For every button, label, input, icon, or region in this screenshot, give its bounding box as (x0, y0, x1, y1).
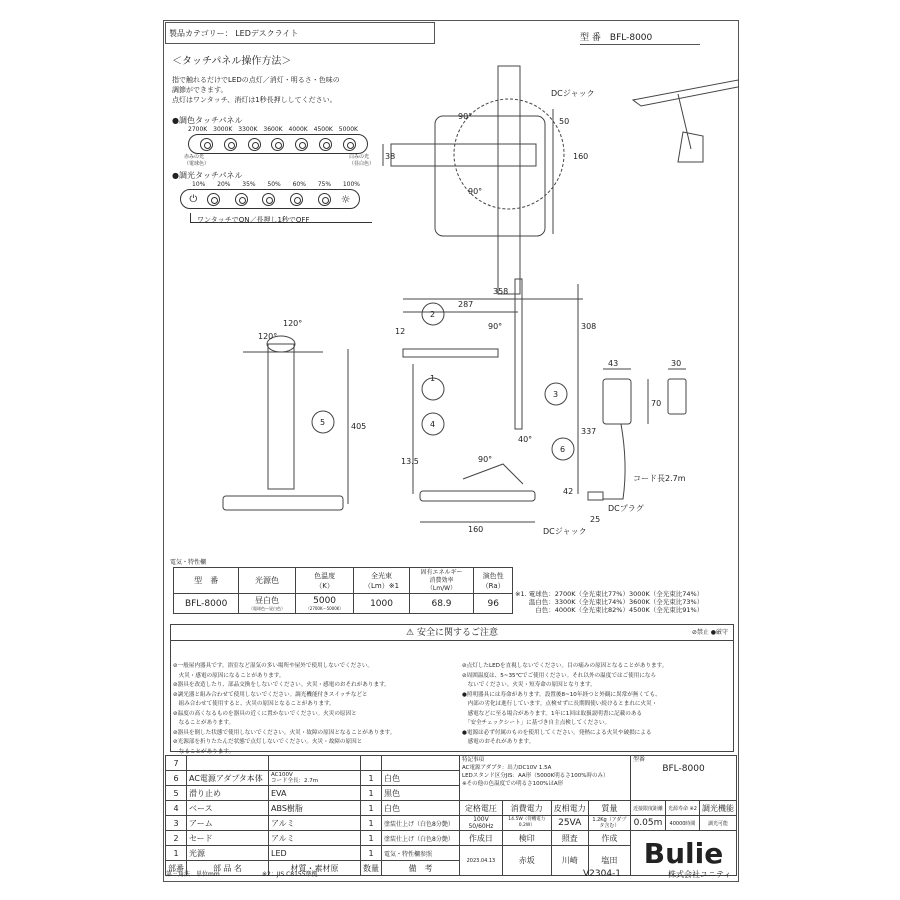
part-no: 4 (166, 801, 187, 816)
dim-label: 35% (242, 181, 256, 188)
parts-header: 部 品 名 (187, 861, 269, 876)
part-material (269, 771, 361, 786)
adapter-front (668, 379, 686, 414)
part-name: 滑り止め (187, 786, 269, 801)
sign-header: 作成 (588, 831, 630, 846)
spec-temp: 5000 (313, 595, 337, 606)
spec-header: 型 番 (174, 568, 239, 594)
part-note: 塗装仕上げ（白色8分艶） (382, 816, 460, 831)
dim-label: 60% (292, 181, 306, 188)
dim-308: 308 (581, 322, 597, 331)
safety-item: 組み合わせて使用すると、火災の原因となることがあります。 (173, 701, 335, 707)
part-qty: 1 (361, 771, 382, 786)
top-view-shade (391, 144, 536, 166)
safety-item: ⊘一般屋内器具です。浴室など湿気の多い場所や屋外で使用しないでください。 (173, 663, 374, 669)
temp-label: 4500K (313, 126, 333, 133)
spec-efficiency: 68.9 (409, 594, 474, 614)
part-qty: 1 (361, 846, 382, 861)
safety-item: ●電源は必ず付属のものを使用してください。発熱による火災や破損による (461, 729, 652, 736)
cord-length: コード長2.7m (633, 474, 686, 483)
part-no: 5 (166, 786, 187, 801)
safety-item: なることがあります。 (173, 720, 235, 726)
parts-header: 備 考 (382, 861, 460, 876)
safety-legend: ⊘禁止 ●厳守 (691, 629, 728, 636)
safety-item: ⊘光源部を折りたたんだ状態で点灯しないでください。火災・故障の原因と (173, 739, 363, 745)
part-note: 塗装仕上げ（白色8分艶） (382, 831, 460, 846)
part-name: ベース (187, 801, 269, 816)
safety-item: なることがあります。 (173, 748, 235, 755)
dim-160-top: 160 (573, 152, 589, 161)
model-title: 型番 (632, 756, 645, 763)
sign-header: 検印 (502, 831, 551, 846)
warm-label: 赤みの光 (184, 154, 205, 160)
dim-43: 43 (608, 359, 619, 368)
safety-item: 感電などに至る場合があります。1年に1回は取扱説明書に記載のある (461, 710, 643, 717)
safety-item: 感電のおそれがあります。 (461, 739, 535, 745)
dim-42: 42 (563, 487, 574, 496)
projection-note: 第三角法 単位mm (166, 871, 220, 878)
color-panel-title: ●調色タッチパネル (172, 116, 243, 125)
angle-90-side-1: 90° (488, 322, 503, 331)
dim-405: 405 (351, 422, 367, 431)
part-qty: 1 (361, 801, 382, 816)
callout-6: 6 (560, 445, 566, 454)
spec-header: 固有エネルギー 消費効率 （Lm/W） (409, 568, 474, 594)
spec-note: 白色：4000K（全光束比82%）4500K（全光束比91%） (535, 606, 704, 614)
material-sub: コード全長：2.7m (271, 778, 319, 784)
part-note: 白色 (382, 801, 460, 816)
brand-logo: Bulie (630, 831, 736, 876)
angle-120-1: 120° (283, 319, 303, 328)
part-qty: 1 (361, 831, 382, 846)
part-note: 電気・特性欄参照 (382, 846, 460, 861)
adapter-side (603, 379, 631, 424)
spec-ra: 96 (474, 594, 513, 614)
side-view-base (420, 491, 535, 501)
perf-header: 調光機能 (699, 801, 736, 816)
safety-item: ●照明器具には寿命があります。設置後8~10年経つと外観に異常が無くても、 (461, 691, 661, 698)
cool-sub: （昼白色） (348, 161, 374, 167)
dim-160-side: 160 (468, 525, 484, 534)
parts-header: 部番 (166, 861, 187, 876)
spec-header: 色温度 （K） (295, 568, 354, 594)
dim-25: 25 (590, 515, 601, 524)
spec-model: BFL-8000 (174, 594, 239, 614)
sign-value: 2023.04.13 (460, 846, 503, 876)
temp-label: 3000K (213, 126, 233, 133)
perf-value: 0.05m (630, 816, 665, 831)
front-view-arm (268, 344, 294, 489)
part-no: 3 (166, 816, 187, 831)
warning-icon: ⚠ (406, 628, 415, 638)
angle-90-top-1: 90° (458, 112, 473, 121)
parts-title-block (165, 755, 737, 876)
callout-4: 4 (430, 420, 436, 429)
model-number: 型 番 BFL-8000 (580, 33, 700, 45)
safety-item: ないでください。火災・短寿命の原因となります。 (461, 682, 596, 688)
part-qty (361, 756, 382, 771)
spec-temp-sub: （2700K～5000K） (305, 605, 344, 611)
elec-value: 1.2Kg（アダプタ含む） (588, 816, 630, 831)
parts-header: 数量 (361, 861, 382, 876)
safety-item: ⊘温度の高くなるものを器具の近くに置かないでください。火災の原因と (173, 710, 357, 717)
safety-notice (170, 624, 734, 755)
touch-desc-1: 指で触れるだけでLEDの点灯／消灯・明るさ・色味の (172, 76, 340, 84)
sign-value: 赤坂 (502, 846, 551, 876)
part-no: 7 (166, 756, 187, 771)
technical-drawings (163, 44, 739, 554)
safety-item: ⊘器具を改造したり、部品交換をしないでください。火災・感電のおそれがあります。 (173, 682, 390, 688)
special-note: LEDスタンド区分JIS：AA形（5000K明るさ100%時のみ） (462, 773, 609, 779)
company-name: 株式会社ユニティ (668, 870, 732, 879)
material-line: AC100V (271, 772, 293, 778)
part-name: 光源 (187, 846, 269, 861)
part-no: 1 (166, 846, 187, 861)
model-value: BFL-8000 (662, 764, 705, 774)
sun-icon[interactable]: ☼ (340, 192, 351, 206)
special-note: ※その他の色温度での明るさ100%はA形 (462, 781, 564, 787)
dim-13-5: 13.5 (401, 457, 419, 466)
spec-title: 電気・特性欄 (170, 559, 207, 566)
part-no: 6 (166, 771, 187, 786)
angle-90-side-2: 90° (478, 455, 493, 464)
temp-label: 2700K (188, 126, 208, 133)
dim-38: 38 (385, 152, 396, 161)
elec-header: 定格電圧 (460, 801, 503, 816)
dim-dc-jack-side: DCジャック (543, 527, 587, 536)
cool-label: 白みの光 (348, 154, 369, 160)
sign-value: 塩田 (588, 846, 630, 876)
spec-color: 昼白色 (254, 596, 279, 605)
elec-value: 14.5W（待機電力0.2W） (502, 816, 551, 831)
front-view-base (223, 496, 343, 510)
model-block (630, 756, 736, 801)
spec-header-row (174, 568, 513, 594)
safety-header (171, 625, 733, 641)
special-title: 特記事項 (462, 757, 485, 763)
part-name: アーム (187, 816, 269, 831)
elec-value: 100V 50/60Hz (460, 816, 503, 831)
power-icon[interactable]: ⏻ (189, 193, 198, 205)
jis-note: ※2：JIS C8155準拠 (262, 871, 318, 878)
angle-40: 40° (518, 435, 533, 444)
dim-dc-jack-top: DCジャック (551, 89, 595, 98)
sign-header: 照査 (551, 831, 588, 846)
dim-note: ワンタッチでON／長押し1秒でOFF (190, 213, 372, 223)
dim-287: 287 (458, 300, 474, 309)
safety-item: ⊘器具を倒した状態で使用しないでください。火災・故障の原因となることがあります。 (173, 729, 396, 736)
part-material: EVA (269, 786, 361, 801)
safety-item: 火災・感電の原因になることがあります。 (173, 672, 285, 679)
spec-note: 温白色：3300K（全光束比74%）3600K（全光束比73%） (528, 598, 704, 606)
dim-358: 358 (493, 287, 509, 296)
callout-1: 1 (430, 374, 436, 383)
part-qty: 1 (361, 786, 382, 801)
part-material: アルミ (269, 816, 361, 831)
dim-337: 337 (581, 427, 597, 436)
safety-title: 安全に関するご注意 (416, 628, 498, 638)
angle-120-2: 120° (258, 332, 278, 341)
safety-item: 「安全チェックシート」に基づき自主点検してください。 (461, 720, 611, 726)
top-view-base (435, 116, 545, 236)
part-material: LED (269, 846, 361, 861)
dim-70: 70 (651, 399, 662, 408)
special-notes (460, 756, 631, 801)
perf-value: 調光可能 (699, 816, 736, 831)
dim-label: 100% (342, 181, 360, 188)
temp-label: 4000K (288, 126, 308, 133)
part-name: セード (187, 831, 269, 846)
elec-value: 25VA (551, 816, 588, 831)
elec-header: 皮相電力 (551, 801, 588, 816)
lamp-perspective (633, 80, 739, 162)
angle-90-top-2: 90° (468, 187, 483, 196)
sign-value: 川崎 (551, 846, 588, 876)
dim-label: 50% (267, 181, 281, 188)
callout-3: 3 (553, 390, 559, 399)
spec-notes (515, 590, 703, 614)
dim-label: 20% (217, 181, 231, 188)
part-material: ABS樹脂 (269, 801, 361, 816)
side-view-shade (403, 349, 498, 357)
top-view-arm (498, 66, 520, 294)
part-note: 白色 (382, 771, 460, 786)
perf-value: 40000時間 (666, 816, 700, 831)
dim-30: 30 (671, 359, 682, 368)
part-qty: 1 (361, 816, 382, 831)
product-category: 製品カテゴリー： LEDデスクライト (165, 22, 435, 44)
part-no: 2 (166, 831, 187, 846)
touch-desc-3: 点灯はワンタッチ、消灯は1秒長押ししてください。 (172, 96, 337, 104)
perf-header: 光源寿命 ※2 (666, 801, 700, 816)
spec-table (173, 567, 513, 614)
safety-item: 内部の劣化は進行しています。点検せずに長期間使い続けるとまれに火災・ (461, 701, 658, 707)
spec-row (174, 594, 513, 614)
elec-header: 消費電力 (502, 801, 551, 816)
dim-12: 12 (395, 327, 406, 336)
side-view-arm (515, 279, 522, 429)
temp-label: 3300K (238, 126, 258, 133)
temp-label: 5000K (338, 126, 358, 133)
safety-item: ⊘調光器と組み合わせて使用しないでください。調光機能付きスイッチなどと (173, 691, 368, 698)
safety-item: ⊘周囲温度は、5~35℃でご使用ください。それ以外の温度ではご使用になら (461, 672, 657, 679)
special-note: AC電源アダプタ：出力DC10V 1.5A (462, 765, 552, 771)
callout-2: 2 (430, 310, 436, 319)
spec-note: ※1. 電球色：2700K（全光束比77%）3000K（全光束比74%） (515, 590, 704, 598)
part-note (382, 756, 460, 771)
spec-header: 全光束 （Lm）※1 (354, 568, 409, 594)
spec-header: 光源色 (239, 568, 295, 594)
dim-label: 10% (192, 181, 206, 188)
part-material (269, 756, 361, 771)
document-number: V2304-1 (583, 869, 622, 879)
part-name (187, 756, 269, 771)
dim-label: 75% (317, 181, 332, 188)
spec-color-sub: （電球色～昼白色） (248, 606, 285, 611)
parts-header: 材質・素材原 (269, 861, 361, 876)
dim-50: 50 (559, 117, 570, 126)
sign-header: 作成日 (460, 831, 503, 846)
safety-item: ⊘点灯したLEDを直視しないでください。目の痛みの原因となることがあります。 (461, 663, 668, 669)
touch-desc-2: 調節ができます。 (172, 86, 228, 94)
touch-title: ＜タッチパネル操作方法＞ (172, 56, 292, 67)
callout-5: 5 (320, 418, 326, 427)
elec-header: 質量 (588, 801, 630, 816)
temp-label: 3600K (263, 126, 283, 133)
spec-lumen: 1000 (354, 594, 409, 614)
warm-sub: （電球色） (184, 161, 210, 167)
perf-header: 近接限度距離 (630, 801, 665, 816)
part-note: 黒色 (382, 786, 460, 801)
dc-plug-label: DCプラグ (608, 504, 644, 513)
part-name: AC電源アダプタ本体 (187, 771, 269, 786)
dim-panel-title: ●調光タッチパネル (172, 171, 243, 180)
part-material: アルミ (269, 831, 361, 846)
spec-header: 演色性 （Ra） (474, 568, 513, 594)
